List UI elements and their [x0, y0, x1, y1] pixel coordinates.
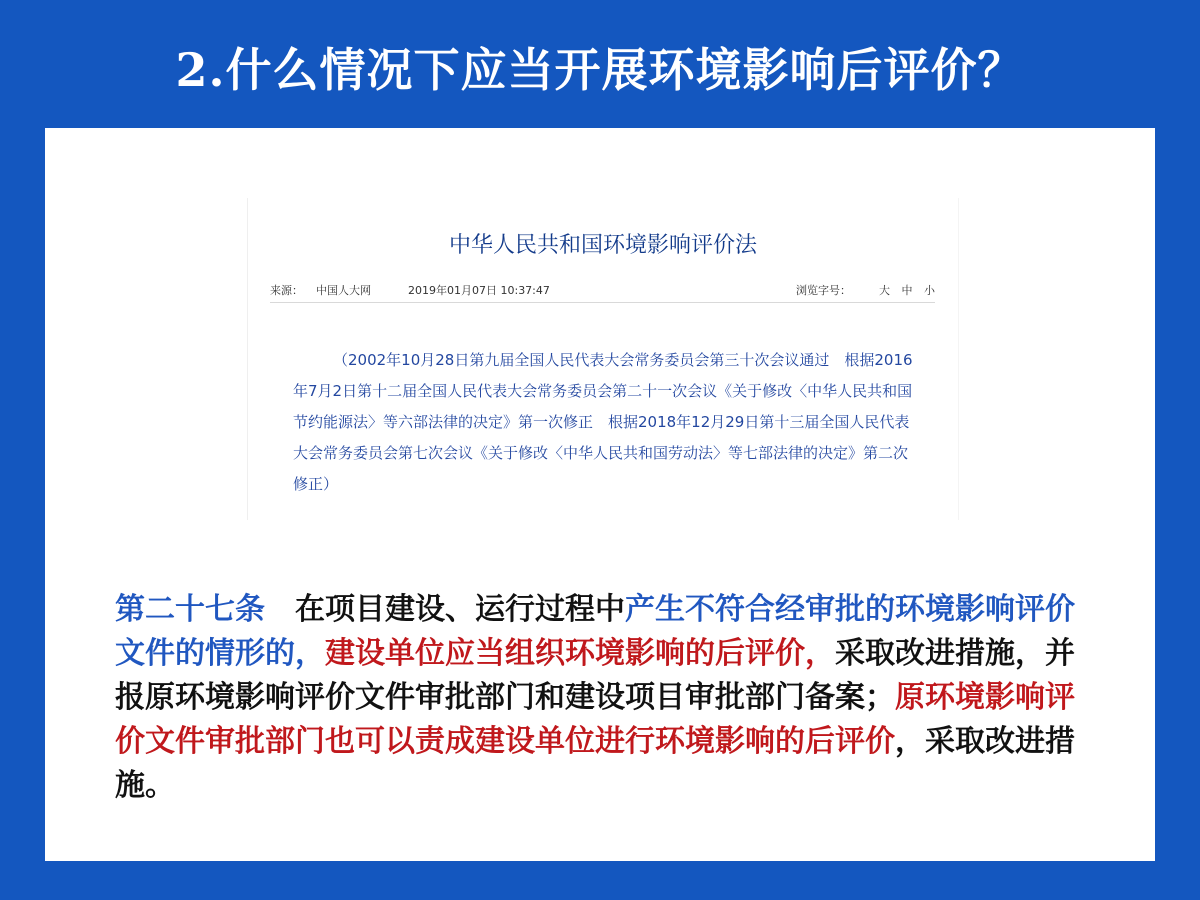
publish-datetime: 2019年01月07日 10:37:47 [408, 284, 550, 297]
article-27-text [115, 588, 1090, 808]
font-size-small[interactable]: 小 [924, 284, 935, 297]
amendment-note: （2002年10月28日第九届全国人民代表大会常务委员会第三十次会议通过 根据2016年7月2日第十二届全国人民代表大会常务委员会第二十一次会议《关于修改〈中华人民共和国节约能源法〉等六部法律的决定》第一次修正 根据2018年12月29日第十三届全国人民代表大会常务委员会第七次会议《关于修改〈中华人民共和国劳动法〉等七部法律的决定》第二次修正） [293, 351, 913, 493]
article-part-3: 建设单位应当组织环境影响的后评价， [325, 636, 835, 671]
source-label: 来源： [270, 284, 303, 297]
slide-title: 2.什么情况下应当开展环境影响后评价？ [175, 43, 1025, 97]
article-part-5: 原环境影响评价文件审批部门也可以责成建设单位进行环境影响的后评价 [115, 680, 1075, 759]
source-value: 中国人大网 [316, 284, 371, 297]
law-meta-bar [270, 282, 935, 302]
article-part-2: 产生不符合经审批的环境影响评价文件的情形的， [115, 592, 1075, 671]
meta-divider [270, 302, 935, 303]
article-part-6: ，采取改进措施。 [115, 724, 1075, 803]
font-size-large[interactable]: 大 [879, 284, 890, 297]
law-screenshot [247, 198, 959, 520]
article-number: 第二十七条 [115, 592, 265, 627]
article-part-1: 在项目建设、运行过程中 [295, 592, 625, 627]
article-part-4: 采取改进措施，并报原环境影响评价文件审批部门和建设项目审批部门备案； [115, 636, 1075, 715]
font-size-label: 浏览字号： [796, 284, 851, 297]
content-panel [45, 128, 1155, 861]
law-title: 中华人民共和国环境影响评价法 [448, 233, 757, 258]
font-size-medium[interactable]: 中 [901, 284, 913, 297]
font-size-options [871, 282, 935, 298]
article-gap [265, 592, 295, 627]
